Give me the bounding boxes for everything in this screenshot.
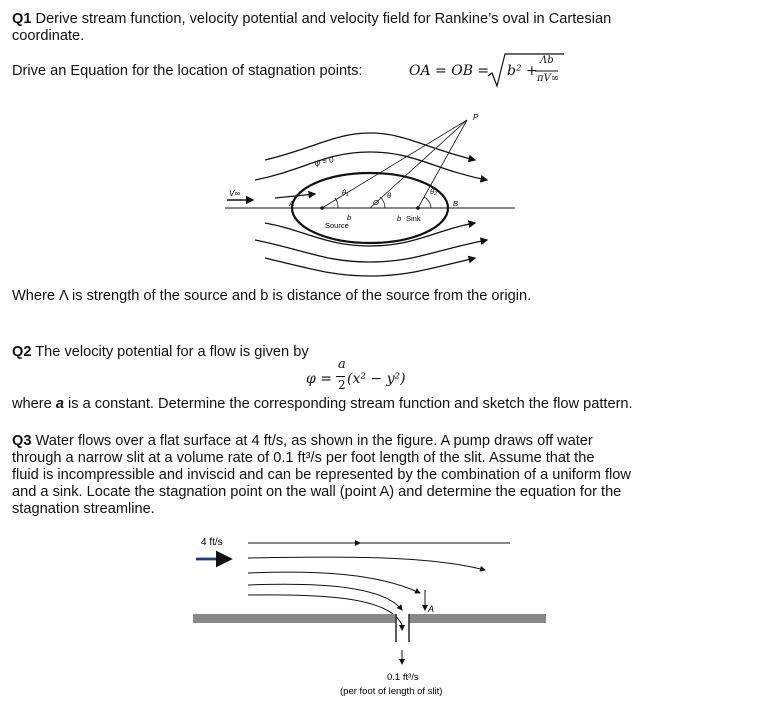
sink-flow-figure	[190, 530, 550, 705]
q1-equation-numerator: Λb	[540, 55, 554, 66]
streamline	[248, 557, 485, 570]
rankine-oval-figure	[225, 108, 515, 278]
q1-where-text: Where Λ is strength of the source and b is distance of the source from the origin.	[12, 288, 532, 304]
per-foot-label: (per foot of length of slit)	[340, 686, 443, 697]
q3-question	[12, 433, 732, 518]
sink-b-label: b	[397, 214, 402, 223]
q1-label: Q1	[12, 11, 32, 27]
theta1-label: θ₁	[342, 188, 349, 197]
point-b-label: B	[453, 199, 459, 208]
q2-where-var: a	[55, 396, 64, 412]
ray-to-p	[370, 120, 467, 208]
q2-question	[12, 344, 309, 360]
v-inf-label: V∞	[229, 189, 241, 198]
source-label: Source	[325, 221, 349, 230]
streamline	[265, 258, 475, 276]
streamline	[248, 572, 420, 593]
q2-eq-phi: φ =	[306, 371, 332, 387]
q1-text-line2: coordinate.	[12, 28, 85, 44]
q2-eq-numerator: a	[338, 357, 346, 372]
streamline	[248, 595, 402, 630]
streamline	[255, 152, 487, 180]
origin-label: O	[373, 198, 379, 207]
sink-point	[416, 206, 420, 210]
q3-label: Q3	[12, 433, 32, 449]
q3-line: through a narrow slit at a volume rate of 0.1 ft³/s per foot length of the slit. Assume that the	[12, 450, 595, 466]
q2-fraction-bar	[336, 376, 345, 377]
point-a-label: A	[289, 199, 295, 208]
q2-where-text	[12, 396, 633, 412]
q3-line: Water flows over a flat surface at 4 ft/s, as shown in the figure. A pump draws off water	[35, 433, 593, 449]
flow-rate-label: 0.1 ft³/s	[387, 672, 419, 683]
source-point	[320, 206, 324, 210]
wall-right	[409, 614, 546, 623]
theta-label: θ	[387, 191, 392, 200]
psi-label: ψ = 0	[313, 155, 335, 168]
q2-text: The velocity potential for a flow is given by	[35, 344, 309, 360]
streamline	[265, 133, 475, 160]
point-a-label: A	[428, 604, 435, 614]
q1-equation-lhs: OA = OB =	[409, 63, 490, 79]
q2-where-pre: where	[12, 396, 52, 412]
q1-stagnation-prompt: Drive an Equation for the location of stagnation points:	[12, 63, 363, 79]
wall-left	[193, 614, 396, 623]
q1-text-line1: Derive stream function, velocity potential and velocity field for Rankine’s oval in Cartesian	[35, 11, 612, 27]
q1-question	[12, 11, 732, 45]
theta2-label: θ₂	[430, 187, 437, 196]
q2-eq-denominator: 2	[338, 378, 346, 392]
q3-line: and a sink. Locate the stagnation point on the wall (point A) and determine the equation for the	[12, 484, 622, 500]
q3-line: fluid is incompressible and inviscid and can be represented by the combination of a uniform flow	[12, 467, 631, 483]
q1-equation-root-term: b² +	[507, 63, 538, 79]
q3-line: stagnation streamline.	[12, 501, 155, 517]
angle-arc	[424, 197, 431, 208]
sink-label: Sink	[406, 214, 421, 223]
speed-label: 4 ft/s	[201, 537, 223, 548]
q2-where-post: is a constant. Determine the corresponding stream function and sketch the flow pattern.	[68, 396, 633, 412]
q2-label: Q2	[12, 344, 32, 360]
source-b-label: b	[347, 213, 352, 222]
q2-eq-rest: (x² − y²)	[347, 371, 406, 387]
point-p-label: P	[473, 113, 479, 122]
q1-equation-denominator: πV∞	[537, 73, 560, 84]
